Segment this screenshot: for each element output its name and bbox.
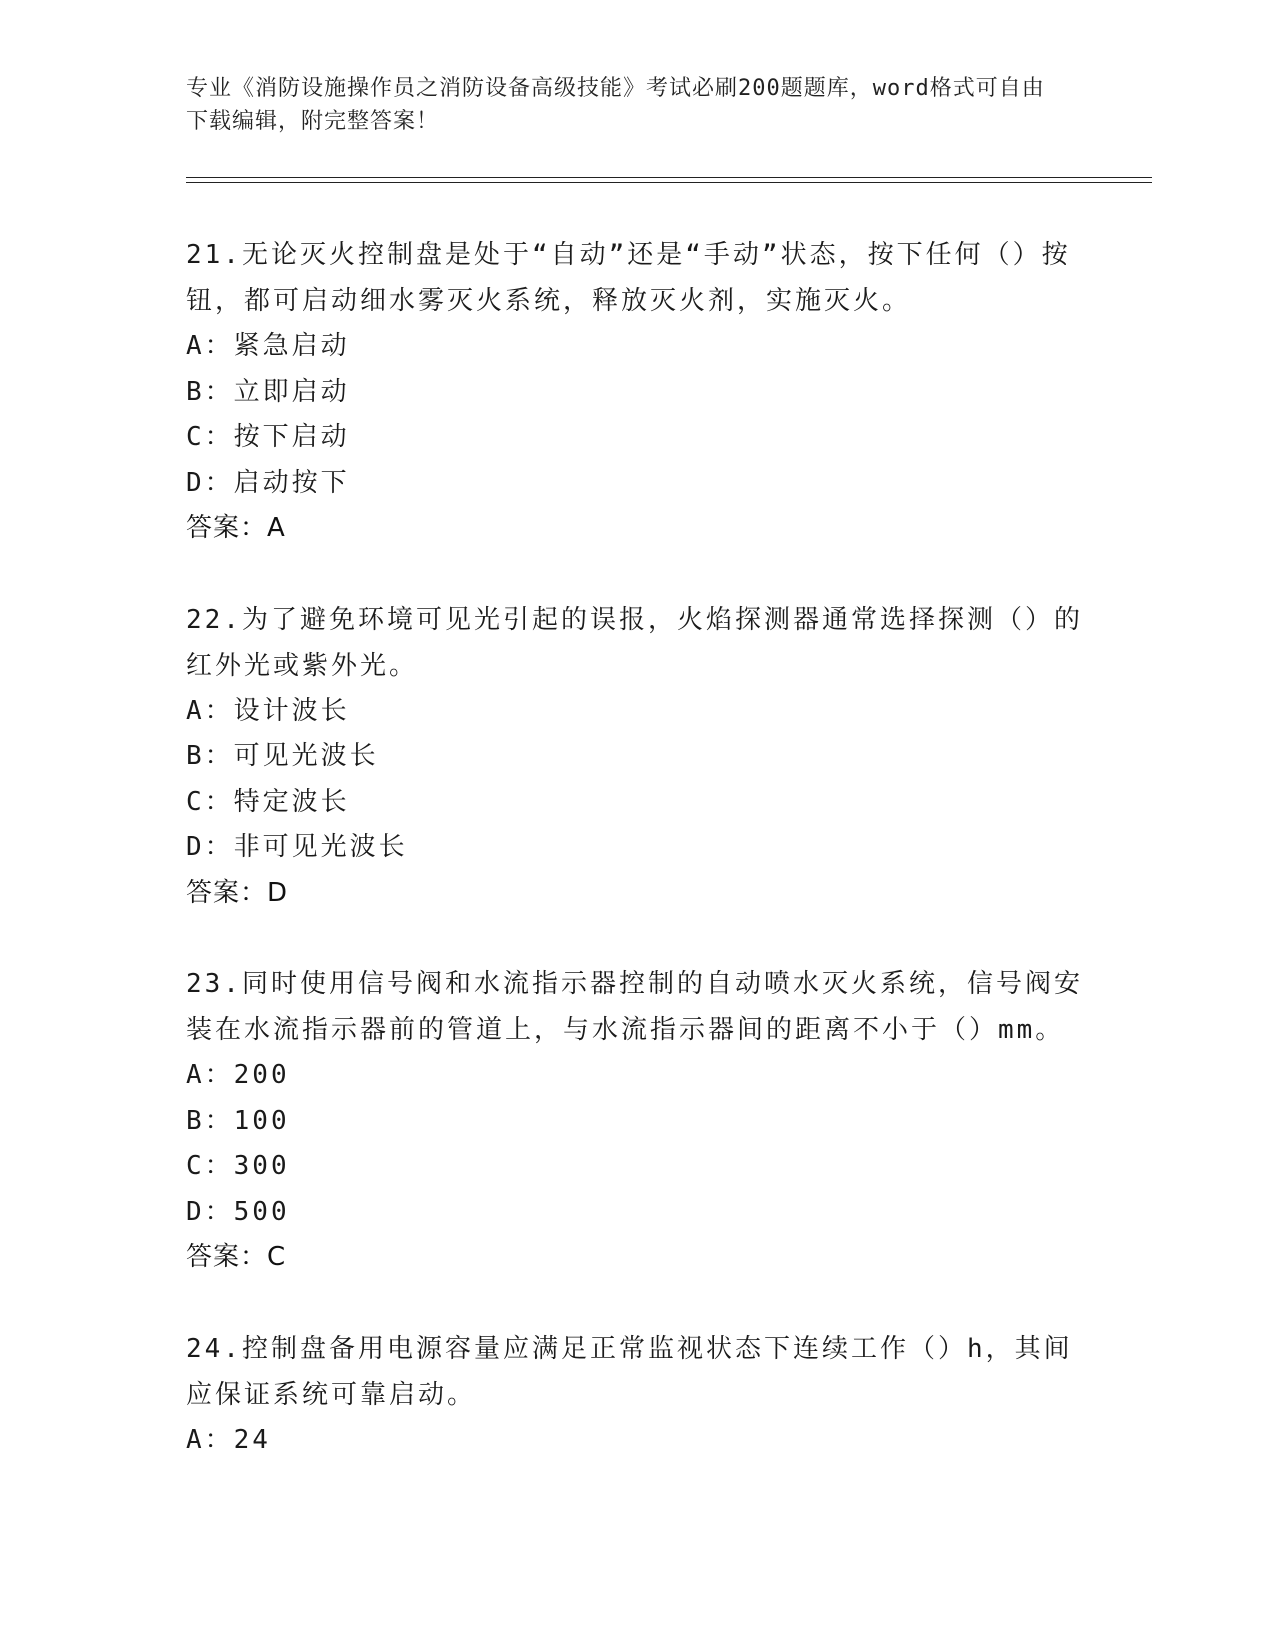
answer-line: 答案：C [186,1242,287,1272]
question-item [186,961,1086,1281]
option-a: A：紧急启动 [186,331,350,361]
answer-line: 答案：A [186,513,286,543]
question-stem: 21.无论灭火控制盘是处于“自动”还是“手动”状态，按下任何（）按钮，都可启动细水雾灭火系统，释放灭火剂，实施灭火。 [186,240,1071,316]
option-c: C：特定波长 [186,786,350,817]
question-item [186,597,1086,917]
option-d: D：启动按下 [186,467,350,498]
answer-line: 答案：D [186,877,289,908]
question-stem: 22.为了避免环境可见光引起的误报，火焰探测器通常选择探测（）的红外光或紫外光。 [186,604,1083,681]
header-divider-top [186,177,1152,178]
option-a: A：200 [186,1060,290,1090]
question-item [186,232,1086,552]
option-c: C：按下启动 [186,422,350,452]
option-a: A：设计波长 [186,695,350,726]
option-b: B：100 [186,1105,290,1136]
option-b: B：可见光波长 [186,741,379,771]
option-a: A：24 [186,1424,271,1455]
option-d: D：500 [186,1196,290,1227]
document-header: 专业《消防设施操作员之消防设备高级技能》考试必刷200题题库，word格式可自由下载编辑，附完整答案！ [186,76,1045,134]
question-stem: 23.同时使用信号阀和水流指示器控制的自动喷水灭火系统，信号阀安装在水流指示器前的管道上，与水流指示器间的距离不小于（）mm。 [186,969,1083,1045]
question-stem: 24.控制盘备用电源容量应满足正常监视状态下连续工作（）h，其间应保证系统可靠启动。 [186,1333,1073,1410]
header-divider-bottom [186,182,1152,183]
question-list [186,232,1086,1508]
option-c: C：300 [186,1151,290,1181]
option-d: D：非可见光波长 [186,832,408,862]
option-b: B：立即启动 [186,376,350,407]
question-item [186,1326,1086,1464]
